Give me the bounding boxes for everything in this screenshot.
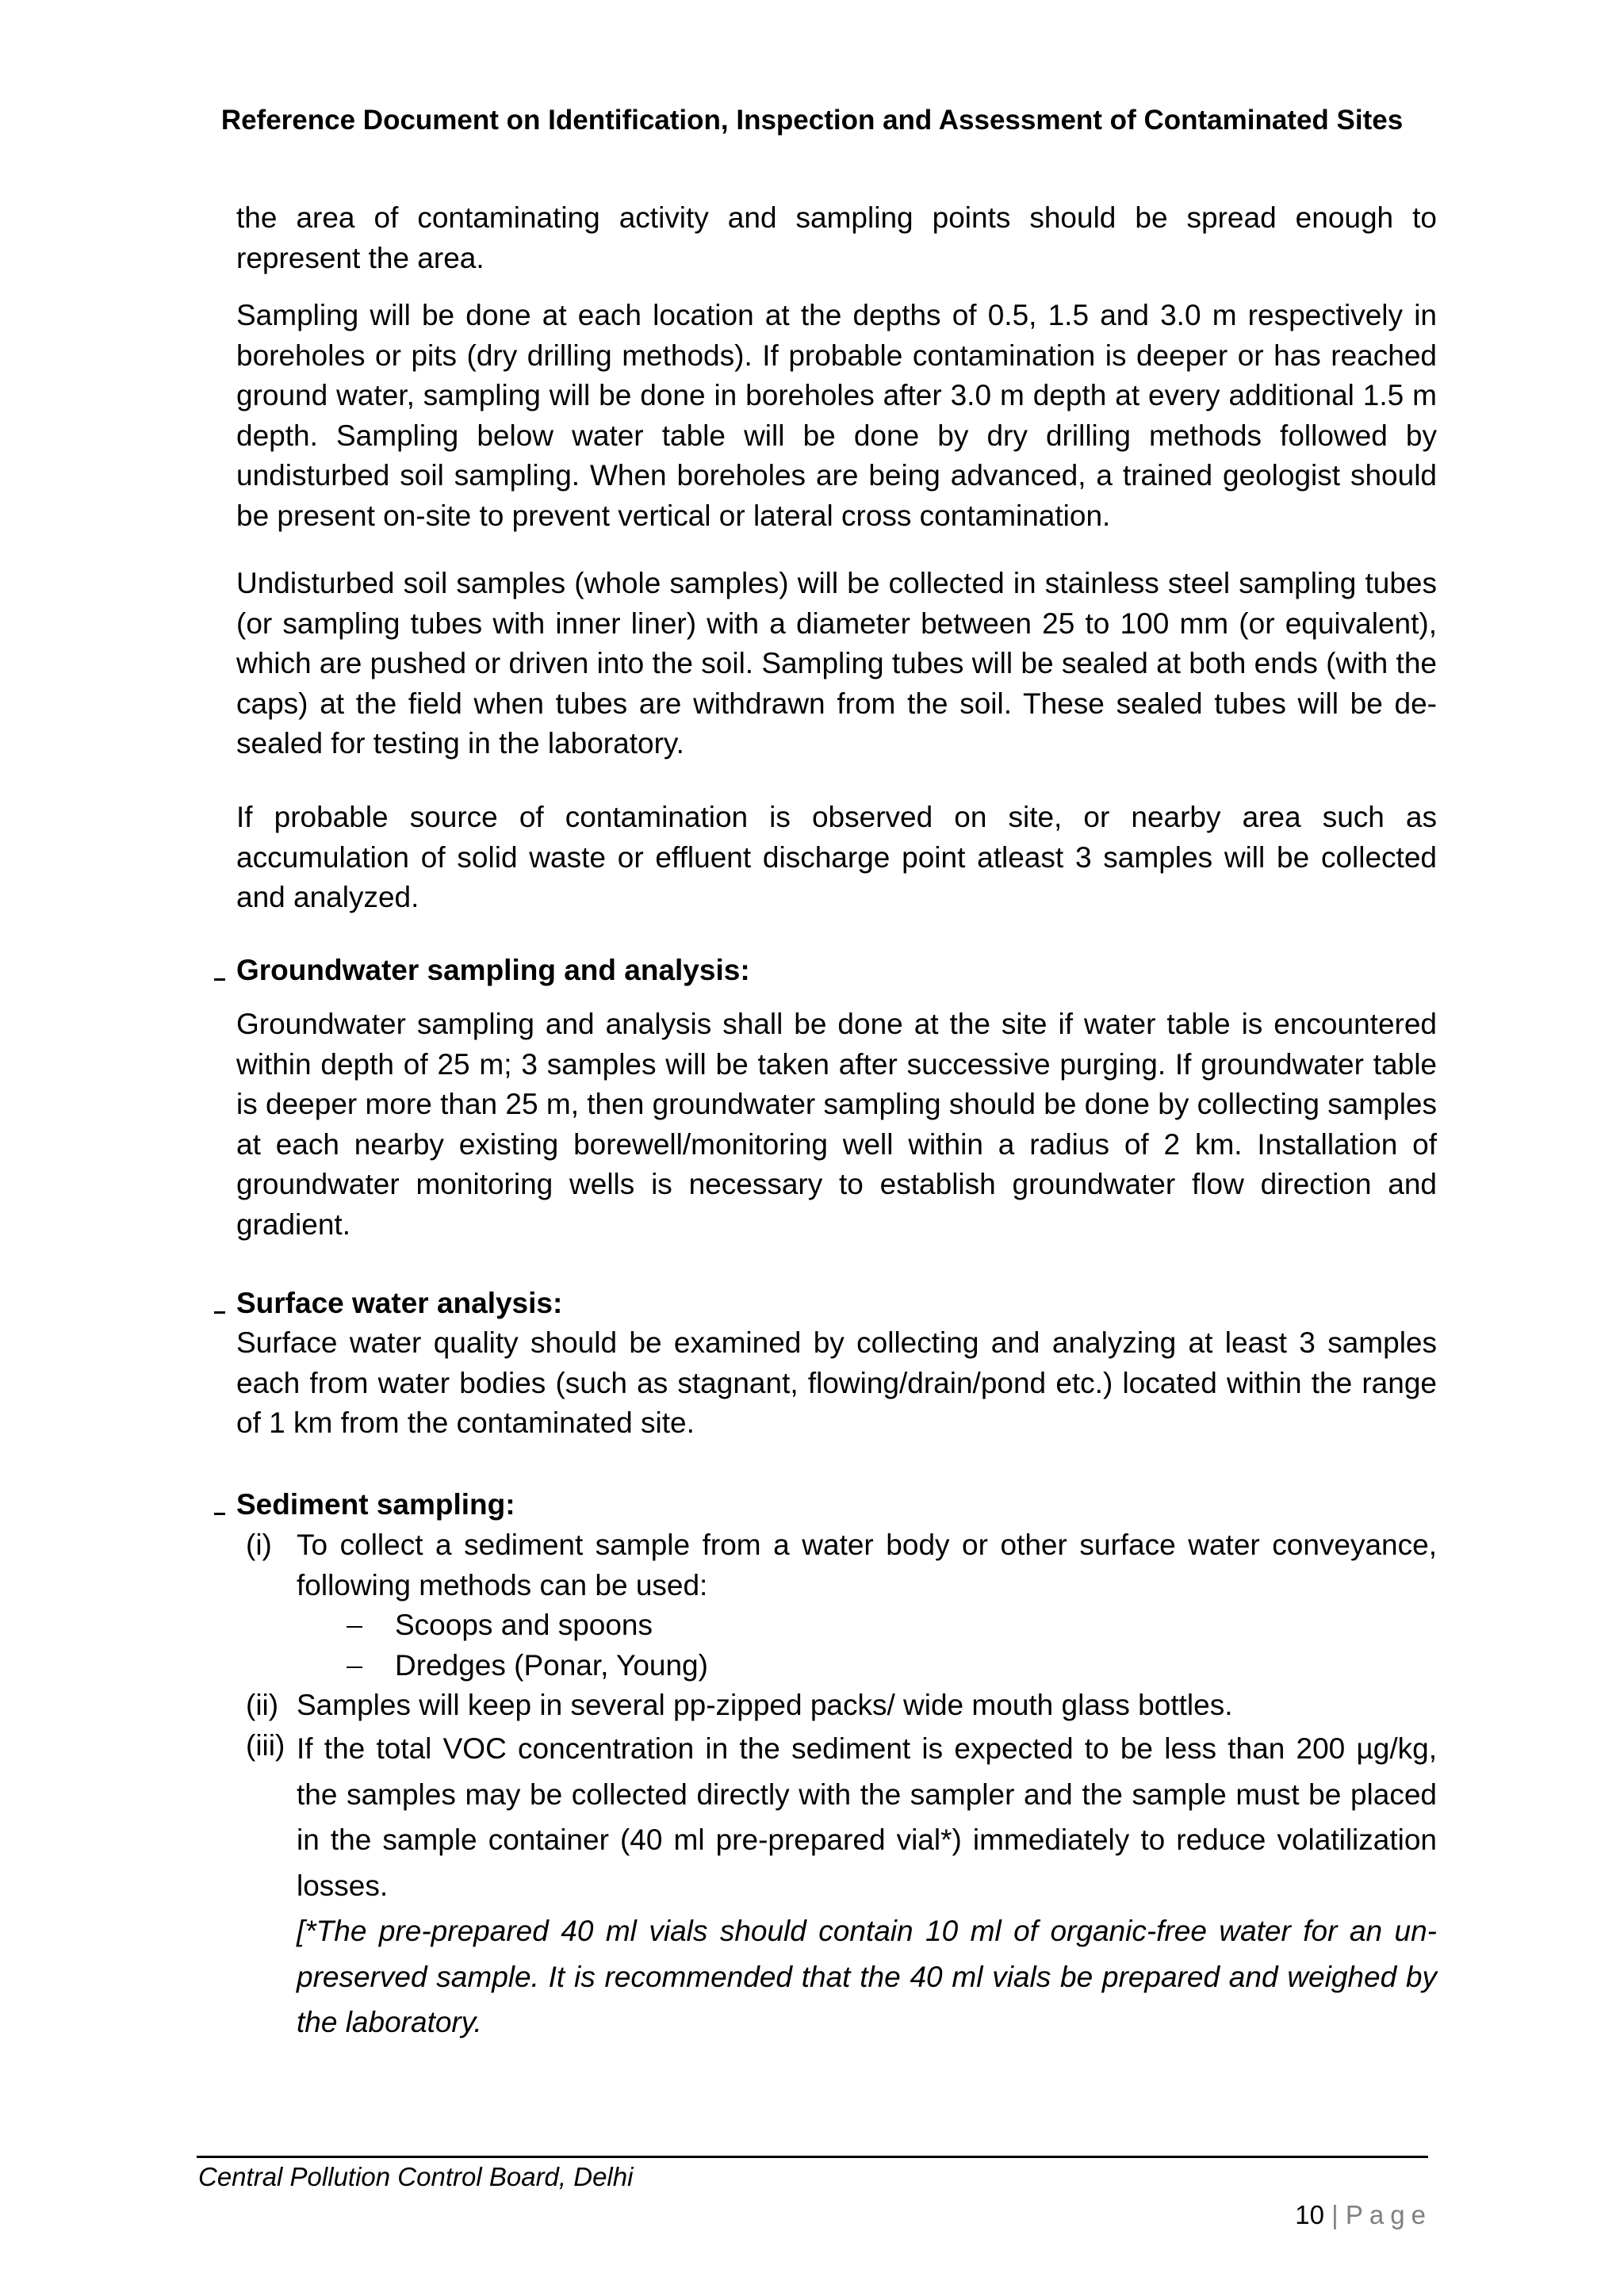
bullet-dash [214,1311,225,1314]
paragraph-text: If probable source of contamination is observed on site, or nearby area such as accumulation of solid waste or effluent discharge point atleast 3 samples will be collected and analyzed. [236,801,1437,913]
footer-organization: Central Pollution Control Board, Delhi [198,2162,634,2191]
paragraph-text: Sampling will be done at each location at the depths of 0.5, 1.5 and 3.0 m respectively in boreholes or pits (dry drilling methods). If probable contamination is deeper or has reached ground water, sampling will be done in boreholes after 3.0 m depth at every additional 1.5 m depth. Sampling below water table will be done by dry drilling methods followed by undisturbed soil sampling. When boreholes are being advanced, a trained geologist should be present on-site to prevent vertical or lateral cross contamination. [236,299,1437,532]
page-separator: | [1331,2200,1339,2229]
paragraph-undisturbed-samples [236,564,1437,764]
method-item: Dredges (Ponar, Young) [395,1649,708,1682]
page-number: 10 [1295,2200,1324,2229]
sediment-item-text: If the total VOC concentration in the sediment is expected to be less than 200 µg/kg, the samples may be collected directly with the sampler and the sample must be placed in the sample container (40 ml pre-prepared vial*) immediately to reduce volatilization losses. [297,1732,1437,1902]
groundwater-heading: Groundwater sampling and analysis: [236,954,750,986]
paragraph-probable-source [236,798,1437,918]
surface-water-paragraph: Surface water quality should be examined by collecting and analyzing at least 3 samples each from water bodies (such as stagnant, flowing/drain/pond etc.) located within the range of 1 km from the contaminated site. [236,1326,1437,1439]
bullet-dash [214,978,225,981]
paragraph-area-of-activity [236,198,1437,278]
page-header-title: Reference Document on Identification, Inspection and Assessment of Contaminated Sites [220,105,1404,136]
groundwater-paragraph: Groundwater sampling and analysis shall be done at the site if water table is encountered within depth of 25 m; 3 samples will be taken after successive purging. If groundwater table is deeper more than 25 m, then groundwater sampling should be done by collecting samples at each nearby existing borewell/monitoring well within a radius of 2 km. Installation of groundwater monitoring wells is necessary to establish groundwater flow direction and gradient. [236,1008,1437,1241]
sediment-item-text: Samples will keep in several pp-zipped packs/ wide mouth glass bottles. [297,1689,1233,1721]
paragraph-text: Undisturbed soil samples (whole samples) will be collected in stainless steel sampling tubes (or sampling tubes with inner liner) with a diameter between 25 to 100 mm (or equivalent), which are pushed or driven into the soil. Sampling tubes will be sealed at both ends (with the caps) at the field when tubes are withdrawn from the soil. These sealed tubes will be de-sealed for testing in the laboratory. [236,567,1437,760]
page-label: Page [1345,2200,1432,2229]
bullet-dash [214,1513,225,1515]
sediment-note: [*The pre-prepared 40 ml vials should contain 10 ml of organic-free water for an un-preserved sample. It is recommended that the 40 ml vials be prepared and weighed by the laboratory. [297,1915,1437,2038]
sub-bullet-dash [347,1667,362,1668]
surface-water-heading: Surface water analysis: [236,1287,563,1319]
sub-bullet-dash [347,1626,362,1628]
list-numeral: (iii) [246,1729,285,1762]
sediment-heading: Sediment sampling: [236,1488,515,1521]
page-number-block [1295,2196,1432,2234]
paragraph-text: the area of contaminating activity and sampling points should be spread enough to represent the area. [236,201,1437,274]
sediment-item-text: To collect a sediment sample from a water body or other surface water conveyance, following methods can be used: [297,1529,1437,1601]
method-item: Scoops and spoons [395,1609,653,1641]
list-numeral: (ii) [246,1689,279,1721]
list-numeral: (i) [246,1529,272,1561]
paragraph-sampling-depths [236,296,1437,536]
